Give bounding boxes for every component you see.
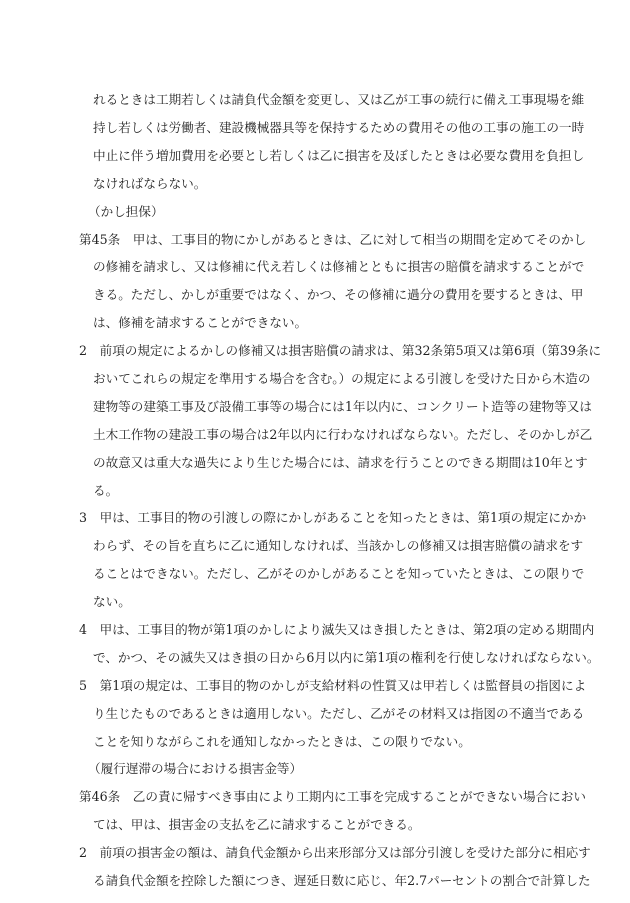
paragraph-2-line: 2 前項の損害金の額は、請負代金額から出来形部分又は部分引渡しを受けた部分に相応す: [79, 845, 591, 861]
paragraph-4-line: 4 甲は、工事目的物が第1項のかしにより滅失又はき損したときは、第2項の定める期間内: [79, 622, 595, 637]
paragraph-2-line: 2 前項の規定によるかしの修補又は損害賠償の請求は、第32条第5項又は第6項（第39条に: [79, 343, 602, 358]
paragraph-3-line: 3 甲は、工事目的物の引渡しの際にかしがあることを知ったときは、第1項の規定にかか: [79, 510, 587, 526]
text-line: なければならない。: [93, 175, 207, 191]
text-line: る。: [93, 482, 119, 498]
text-line: の修補を請求し、又は修補に代え若しくは修補とともに損害の賠償を請求することがで: [93, 259, 585, 275]
text-line: ことを知りながらこれを通知しなかったときは、この限りでない。: [93, 733, 471, 749]
article-45-line: 第45条 甲は、工事目的物にかしがあるときは、乙に対して相当の期間を定めてそのかし: [79, 231, 587, 247]
text-line: ない。: [93, 594, 131, 610]
text-line: 土木工作物の建設工事の場合は2年以内に行わなければならない。ただし、そのかしが乙: [93, 426, 593, 442]
text-line: 持し若しくは労働者、建設機械器具等を保持するための費用その他の工事の施工の一時: [93, 119, 585, 135]
text-line: り生じたものであるときは適用しない。ただし、乙がその材料又は指図の不適当である: [93, 705, 585, 721]
text-line: きる。ただし、かしが重要ではなく、かつ、その修補に過分の費用を要するときは、甲: [93, 287, 584, 303]
text-line: ては、甲は、損害金の支払を乙に請求することができる。: [93, 817, 421, 833]
paragraph-5-line: 5 第1項の規定は、工事目的物のかしが支給材料の性質又は甲若しくは監督員の指図によ: [79, 677, 587, 693]
text-line: で、かつ、その滅失又はき損の日から6月以内に第1項の権利を行使しなければならない。: [93, 649, 600, 665]
text-line: の故意又は重大な過失により生じた場合には、請求を行うことのできる期間は10年とす: [93, 454, 588, 470]
section-heading: （履行遅滞の場合における損害金等）: [88, 761, 303, 777]
article-46-line: 第46条 乙の責に帰すべき事由により工期内に工事を完成することができない場合におい: [79, 789, 586, 805]
text-line: 中止に伴う増加費用を必要とし若しくは乙に損害を及ぼしたときは必要な費用を負担し: [93, 147, 585, 163]
text-line: は、修補を請求することができない。: [93, 315, 308, 331]
section-heading: （かし担保）: [88, 203, 164, 219]
text-line: る請負代金額を控除した額につき、遅延日数に応じ、年2.7パーセントの割合で計算した: [93, 873, 591, 888]
text-line: 建物等の建築工事及び設備工事等の場合には1年以内に、コンクリート造等の建物等又は: [93, 398, 592, 414]
text-line: おいてこれらの規定を準用する場合を含む。）の規定による引渡しを受けた日から木造の: [93, 370, 591, 386]
text-line: ることはできない。ただし、乙がそのかしがあることを知っていたときは、この限りで: [93, 566, 585, 582]
text-line: れるときは工期若しくは請負代金額を変更し、又は乙が工事の続行に備え工事現場を維: [93, 92, 585, 107]
text-line: わらず、その旨を直ちに乙に通知しなければ、当該かしの修補又は損害賠償の請求をす: [93, 538, 584, 554]
